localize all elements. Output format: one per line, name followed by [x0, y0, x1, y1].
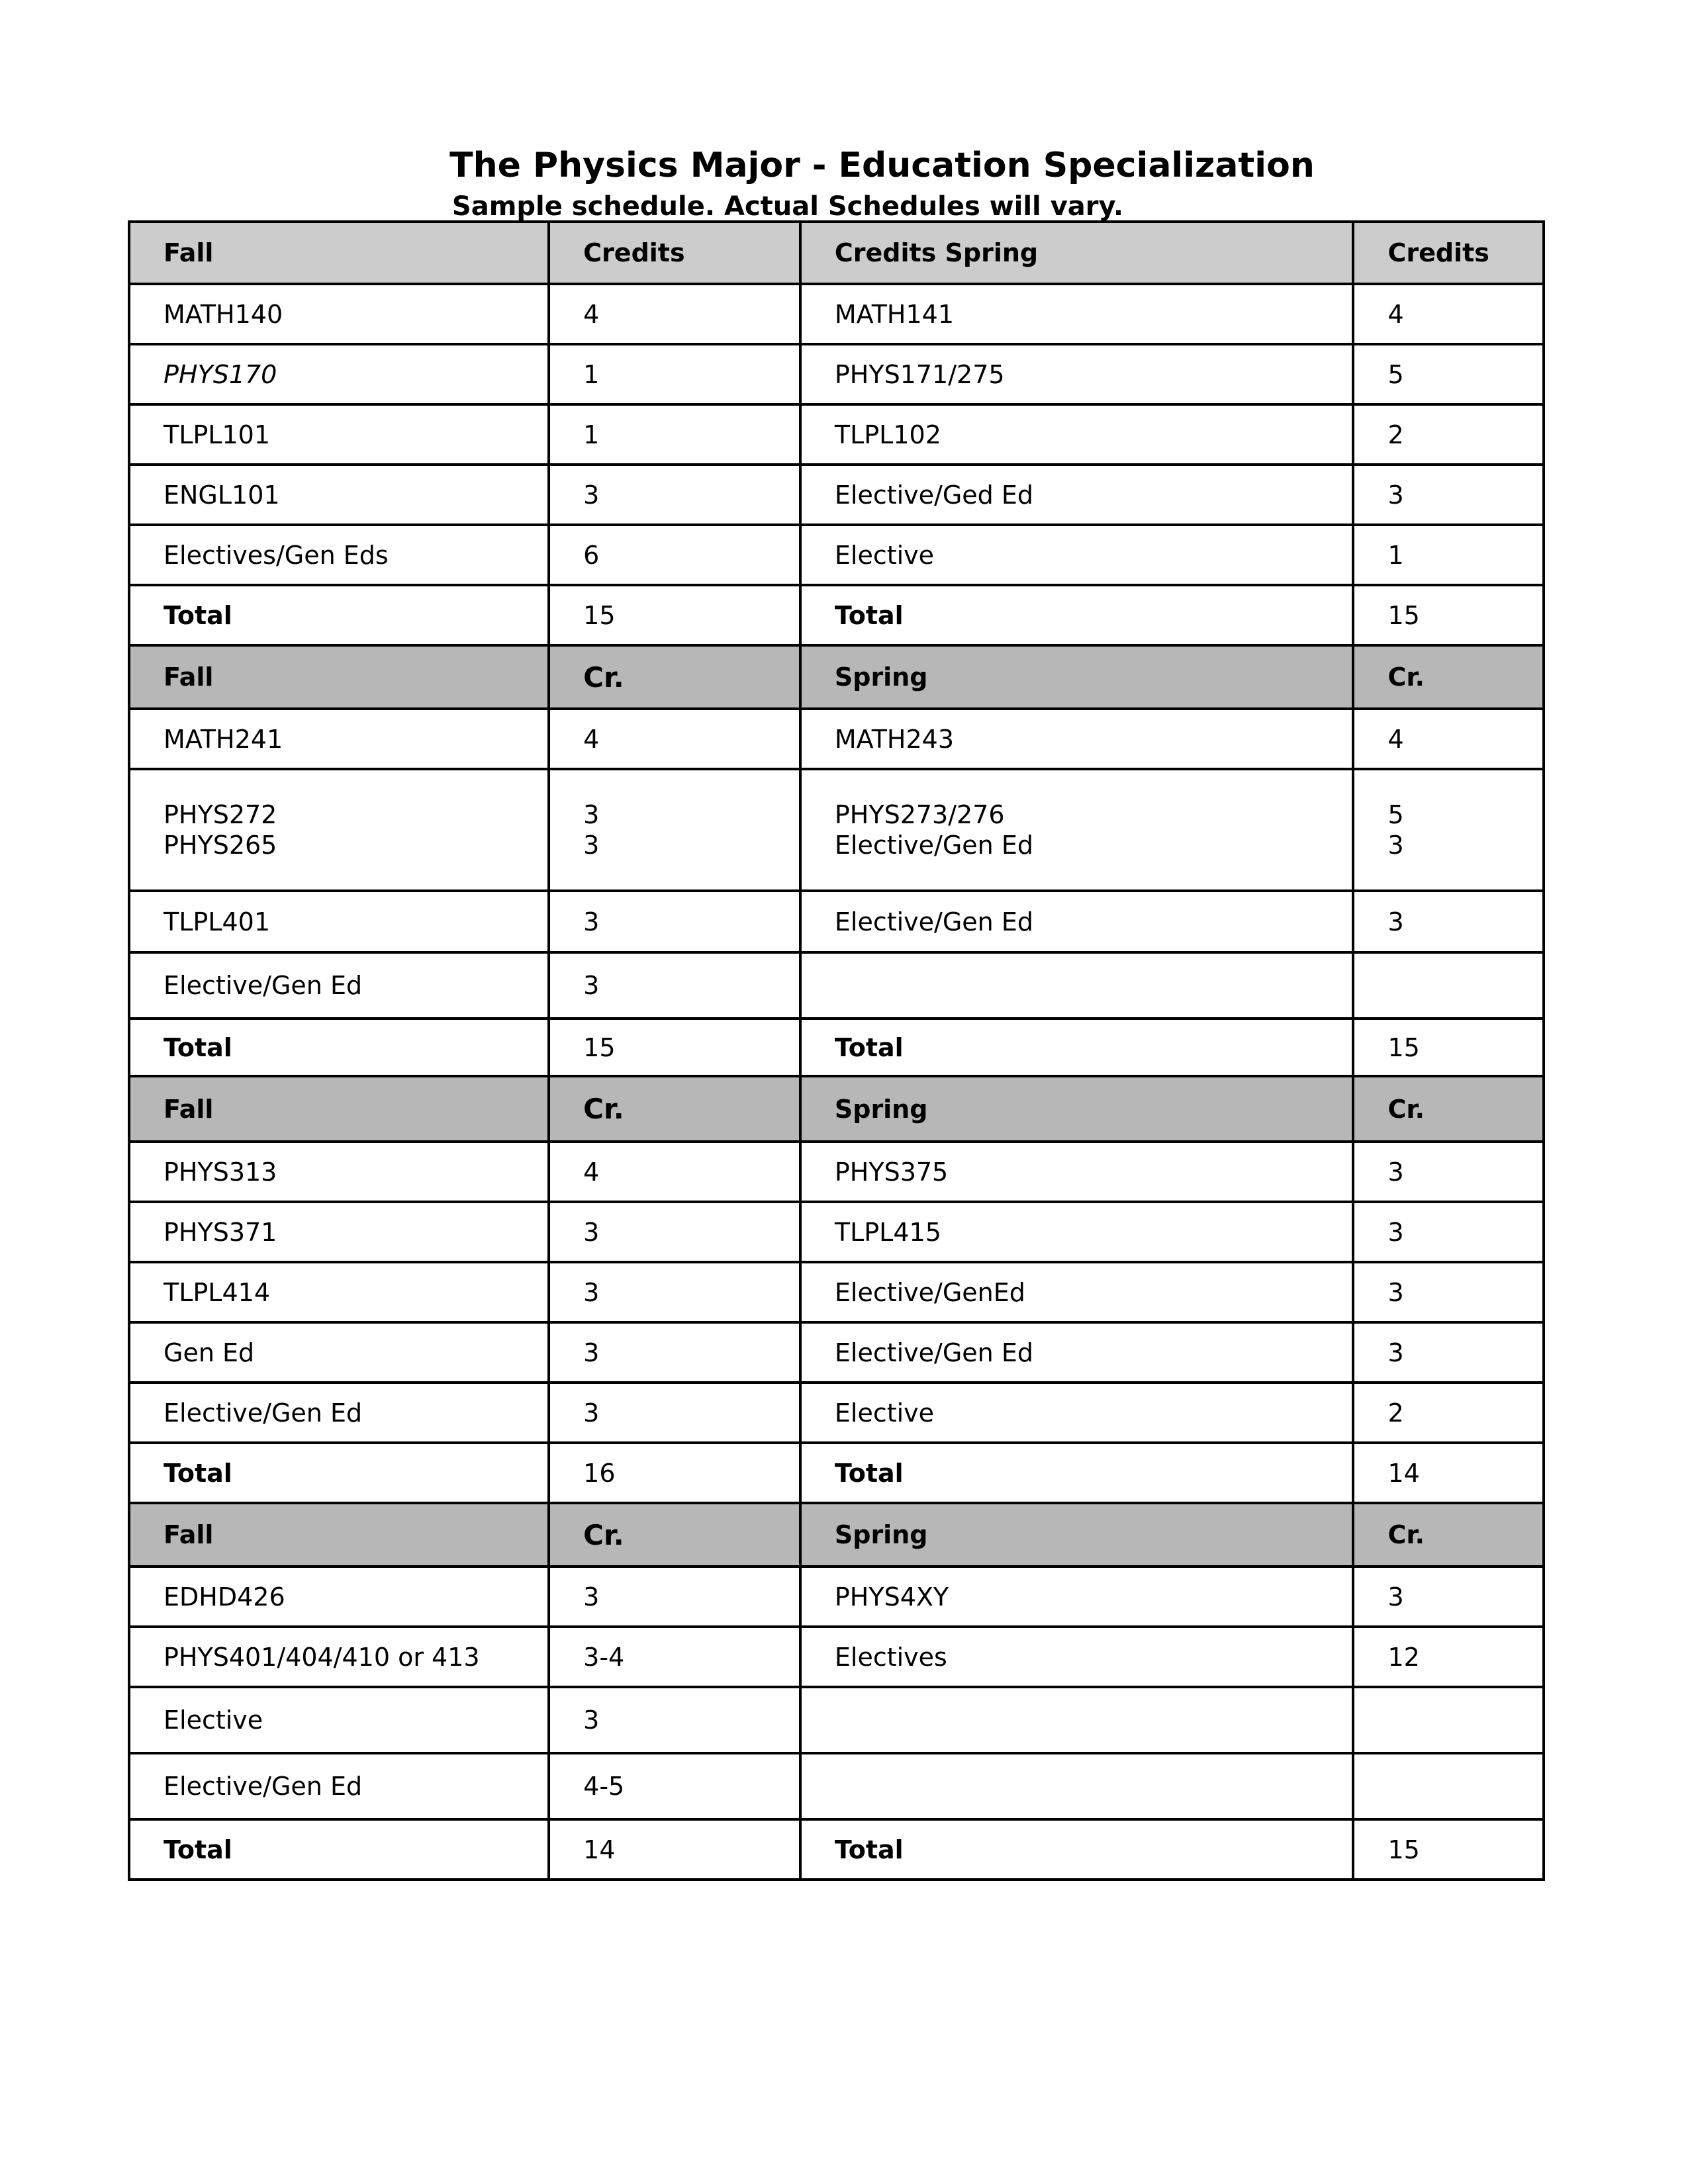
course-cell [800, 952, 1354, 1019]
table-row [129, 1262, 1544, 1322]
table-header-row [129, 645, 1544, 709]
credit-value: 3 [583, 800, 600, 829]
course-cell [800, 769, 1354, 891]
course-cell: MATH241 [129, 709, 549, 769]
credit-cell: 3 [549, 1567, 800, 1627]
credit-cell: 2 [1353, 1383, 1544, 1443]
schedule-table [128, 220, 1545, 1881]
course-cell: MATH140 [129, 284, 549, 344]
table-row [129, 1202, 1544, 1262]
course-cell: Gen Ed [129, 1322, 549, 1383]
header-cell: Spring [800, 645, 1354, 709]
credit-cell: 3 [549, 1202, 800, 1262]
total-row [129, 585, 1544, 645]
course-cell: PHYS170 [129, 344, 549, 404]
header-cell: Cr. [1353, 645, 1544, 709]
header-cell: Fall [129, 222, 549, 284]
header-cell: Credits [1353, 222, 1544, 284]
total-row [129, 1019, 1544, 1076]
credit-cell: 3 [549, 1322, 800, 1383]
course-cell: Elective/Ged Ed [800, 465, 1354, 525]
course-cell: Elective/Gen Ed [129, 952, 549, 1019]
credit-cell: 4 [1353, 709, 1544, 769]
header-cell: Cr. [549, 1076, 800, 1142]
credit-cell [549, 769, 800, 891]
header-cell: Credits [549, 222, 800, 284]
credit-cell: 3 [549, 1687, 800, 1753]
credit-cell: 3 [1353, 891, 1544, 952]
header-cell: Cr. [549, 1503, 800, 1567]
table-row [129, 1753, 1544, 1819]
credit-value: 3 [1387, 831, 1404, 860]
table-row [129, 952, 1544, 1019]
total-row [129, 1819, 1544, 1880]
credit-cell: 3 [1353, 1202, 1544, 1262]
header-cell: Cr. [549, 645, 800, 709]
credit-cell [1353, 952, 1544, 1019]
credit-cell: 3 [1353, 1322, 1544, 1383]
course-cell: Electives/Gen Eds [129, 525, 549, 585]
course-cell: PHYS313 [129, 1142, 549, 1202]
credit-cell: 3 [549, 1262, 800, 1322]
page-subtitle: Sample schedule. Actual Schedules will vary. [451, 191, 1124, 222]
credit-cell: 3 [1353, 1567, 1544, 1627]
header-cell: Fall [129, 645, 549, 709]
credit-cell: 4 [549, 709, 800, 769]
credit-cell: 3-4 [549, 1627, 800, 1687]
credit-cell: 3 [549, 1383, 800, 1443]
table-row [129, 1383, 1544, 1443]
total-label: Total [129, 1443, 549, 1503]
course-cell [800, 1753, 1354, 1819]
table-row [129, 1142, 1544, 1202]
course-name: PHYS272 [164, 800, 277, 829]
table-row [129, 1322, 1544, 1383]
total-credits: 14 [549, 1819, 800, 1880]
credit-cell: 4 [549, 1142, 800, 1202]
page-title: The Physics Major - Education Specialization [449, 146, 1315, 185]
course-cell: TLPL102 [800, 404, 1354, 465]
table-header-row [129, 1503, 1544, 1567]
course-cell [129, 769, 549, 891]
total-credits: 15 [549, 585, 800, 645]
total-label: Total [800, 1819, 1354, 1880]
course-cell: Electives [800, 1627, 1354, 1687]
credit-cell [1353, 1753, 1544, 1819]
credit-cell: 4-5 [549, 1753, 800, 1819]
total-credits: 14 [1353, 1443, 1544, 1503]
total-label: Total [800, 585, 1354, 645]
total-label: Total [129, 1819, 549, 1880]
course-cell: MATH243 [800, 709, 1354, 769]
total-label: Total [800, 1019, 1354, 1076]
course-cell [800, 1687, 1354, 1753]
course-cell: Elective/GenEd [800, 1262, 1354, 1322]
course-cell: PHYS4XY [800, 1567, 1354, 1627]
table-row [129, 769, 1544, 891]
credit-cell: 3 [549, 465, 800, 525]
total-credits: 16 [549, 1443, 800, 1503]
total-label: Total [129, 585, 549, 645]
table-row [129, 1687, 1544, 1753]
course-cell: Elective/Gen Ed [800, 891, 1354, 952]
course-cell: Elective/Gen Ed [129, 1383, 549, 1443]
credit-cell: 6 [549, 525, 800, 585]
credit-cell: 1 [1353, 525, 1544, 585]
credit-cell [1353, 769, 1544, 891]
course-cell: PHYS401/404/410 or 413 [129, 1627, 549, 1687]
course-cell: Elective [800, 1383, 1354, 1443]
table-row [129, 404, 1544, 465]
course-name: PHYS265 [164, 831, 277, 860]
course-cell: ENGL101 [129, 465, 549, 525]
total-label: Total [800, 1443, 1354, 1503]
course-cell: Elective [129, 1687, 549, 1753]
header-cell: Fall [129, 1076, 549, 1142]
course-cell: Elective [800, 525, 1354, 585]
credit-cell: 4 [1353, 284, 1544, 344]
table-row [129, 1567, 1544, 1627]
header-cell: Fall [129, 1503, 549, 1567]
table-header-row [129, 1076, 1544, 1142]
credit-cell: 3 [1353, 1142, 1544, 1202]
credit-cell: 1 [549, 404, 800, 465]
table-row [129, 465, 1544, 525]
course-cell: Elective/Gen Ed [129, 1753, 549, 1819]
course-cell: PHYS375 [800, 1142, 1354, 1202]
total-credits: 15 [549, 1019, 800, 1076]
course-cell: TLPL401 [129, 891, 549, 952]
table-row [129, 709, 1544, 769]
header-cell: Cr. [1353, 1503, 1544, 1567]
table-row [129, 284, 1544, 344]
header-cell: Spring [800, 1076, 1354, 1142]
credit-cell: 4 [549, 284, 800, 344]
credit-value: 5 [1387, 800, 1404, 829]
total-row [129, 1443, 1544, 1503]
table-header-row [129, 222, 1544, 284]
table-row [129, 1627, 1544, 1687]
course-cell: PHYS171/275 [800, 344, 1354, 404]
header-cell: Spring [800, 1503, 1354, 1567]
course-cell: TLPL101 [129, 404, 549, 465]
total-credits: 15 [1353, 1019, 1544, 1076]
header-cell: Credits Spring [800, 222, 1354, 284]
credit-cell: 12 [1353, 1627, 1544, 1687]
credit-cell: 3 [1353, 465, 1544, 525]
total-label: Total [129, 1019, 549, 1076]
credit-cell: 3 [1353, 1262, 1544, 1322]
total-credits: 15 [1353, 1819, 1544, 1880]
credit-cell: 3 [549, 952, 800, 1019]
credit-cell: 1 [549, 344, 800, 404]
course-name: Elective/Gen Ed [834, 831, 1033, 860]
header-cell: Cr. [1353, 1076, 1544, 1142]
credit-cell: 3 [549, 891, 800, 952]
total-credits: 15 [1353, 585, 1544, 645]
course-cell: TLPL415 [800, 1202, 1354, 1262]
course-cell: EDHD426 [129, 1567, 549, 1627]
course-cell: TLPL414 [129, 1262, 549, 1322]
credit-cell: 2 [1353, 404, 1544, 465]
credit-cell: 5 [1353, 344, 1544, 404]
course-cell: MATH141 [800, 284, 1354, 344]
credit-value: 3 [583, 831, 600, 860]
credit-cell [1353, 1687, 1544, 1753]
table-row [129, 525, 1544, 585]
course-name: PHYS273/276 [834, 800, 1005, 829]
course-cell: PHYS371 [129, 1202, 549, 1262]
table-row [129, 344, 1544, 404]
table-row [129, 891, 1544, 952]
course-cell: Elective/Gen Ed [800, 1322, 1354, 1383]
